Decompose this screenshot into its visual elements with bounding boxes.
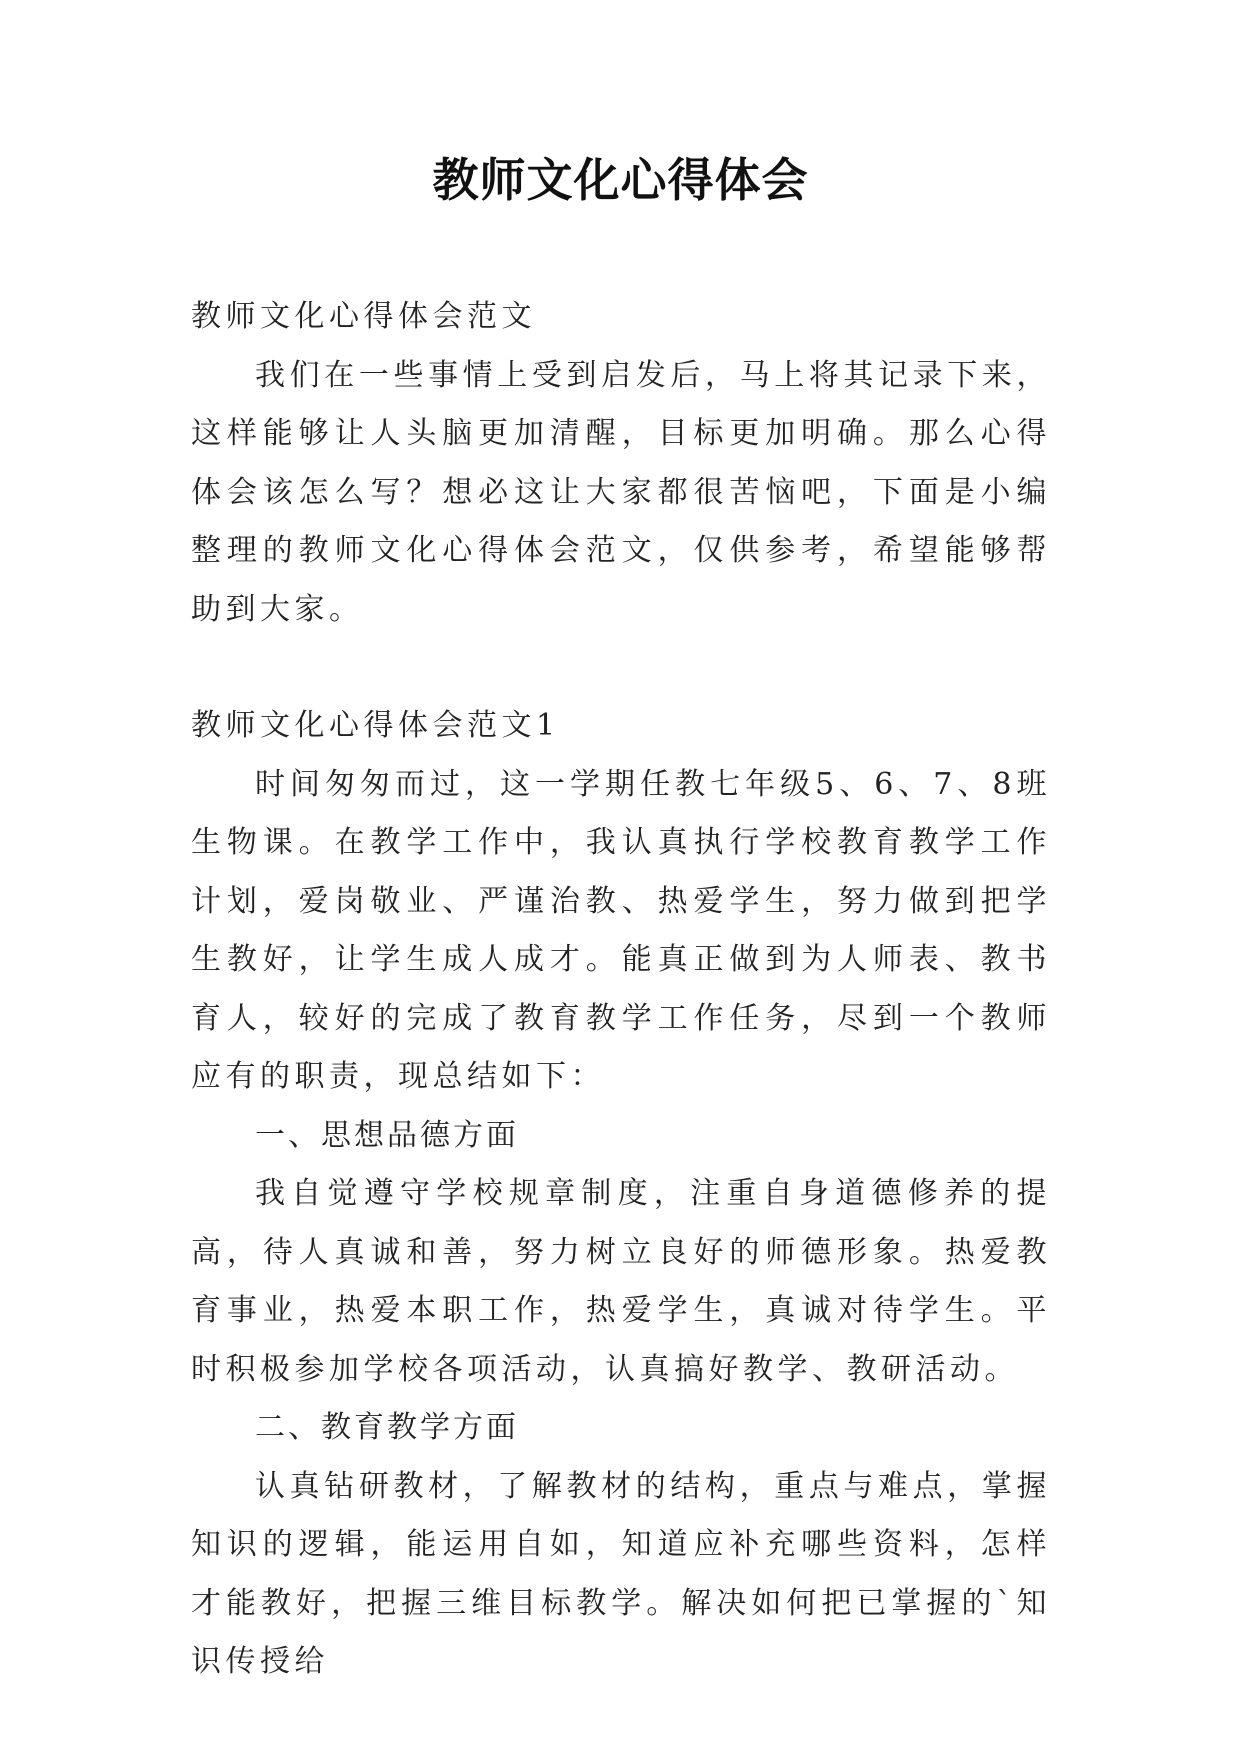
section-heading-essay-1: 教师文化心得体会范文1 — [191, 708, 560, 743]
moral-character-paragraph: 我自觉遵守学校规章制度，注重自身道德修养的提高，待人真诚和善，努力树立良好的师德形象。热爱教育事业，热爱本职工作，热爱学生，真诚对待学生。平时积极参加学校各项活动，认真搞好教学、教研活动。 — [191, 1176, 1051, 1387]
essay-opening-paragraph: 时间匆匆而过，这一学期任教七年级5、6、7、8班生物课。在教学工作中，我认真执行学校教育教学工作计划，爱岗敬业、严谨治教、热爱学生，努力做到把学生教好，让学生成人成才。能真正做到为人师表、教书育人，较好的完成了教育教学工作任务，尽到一个教师应有的职责，现总结如下： — [191, 766, 1051, 1094]
paragraph-gap — [191, 639, 1051, 697]
subheading-moral-character: 一、思想品德方面 — [255, 1117, 519, 1153]
subheading-teaching: 二、教育教学方面 — [255, 1410, 519, 1445]
document-title: 教师文化心得体会 — [432, 153, 809, 207]
intro-paragraph: 我们在一些事情上受到启发后，马上将其记录下来，这样能够让人头脑更加清醒，目标更加明确。那么心得体会该怎么写？想必这让大家都很苦恼吧，下面是小编整理的教师文化心得体会范文，仅供参考，希望能够帮助到大家。 — [191, 357, 1051, 627]
teaching-paragraph: 认真钻研教材，了解教材的结构，重点与难点，掌握知识的逻辑，能运用自如，知道应补充哪些资料，怎样才能教好，把握三维目标教学。解决如何把已掌握的`知识传授给 — [191, 1468, 1051, 1679]
section-heading-intro: 教师文化心得体会范文 — [191, 299, 536, 334]
document-body — [191, 288, 1051, 1692]
